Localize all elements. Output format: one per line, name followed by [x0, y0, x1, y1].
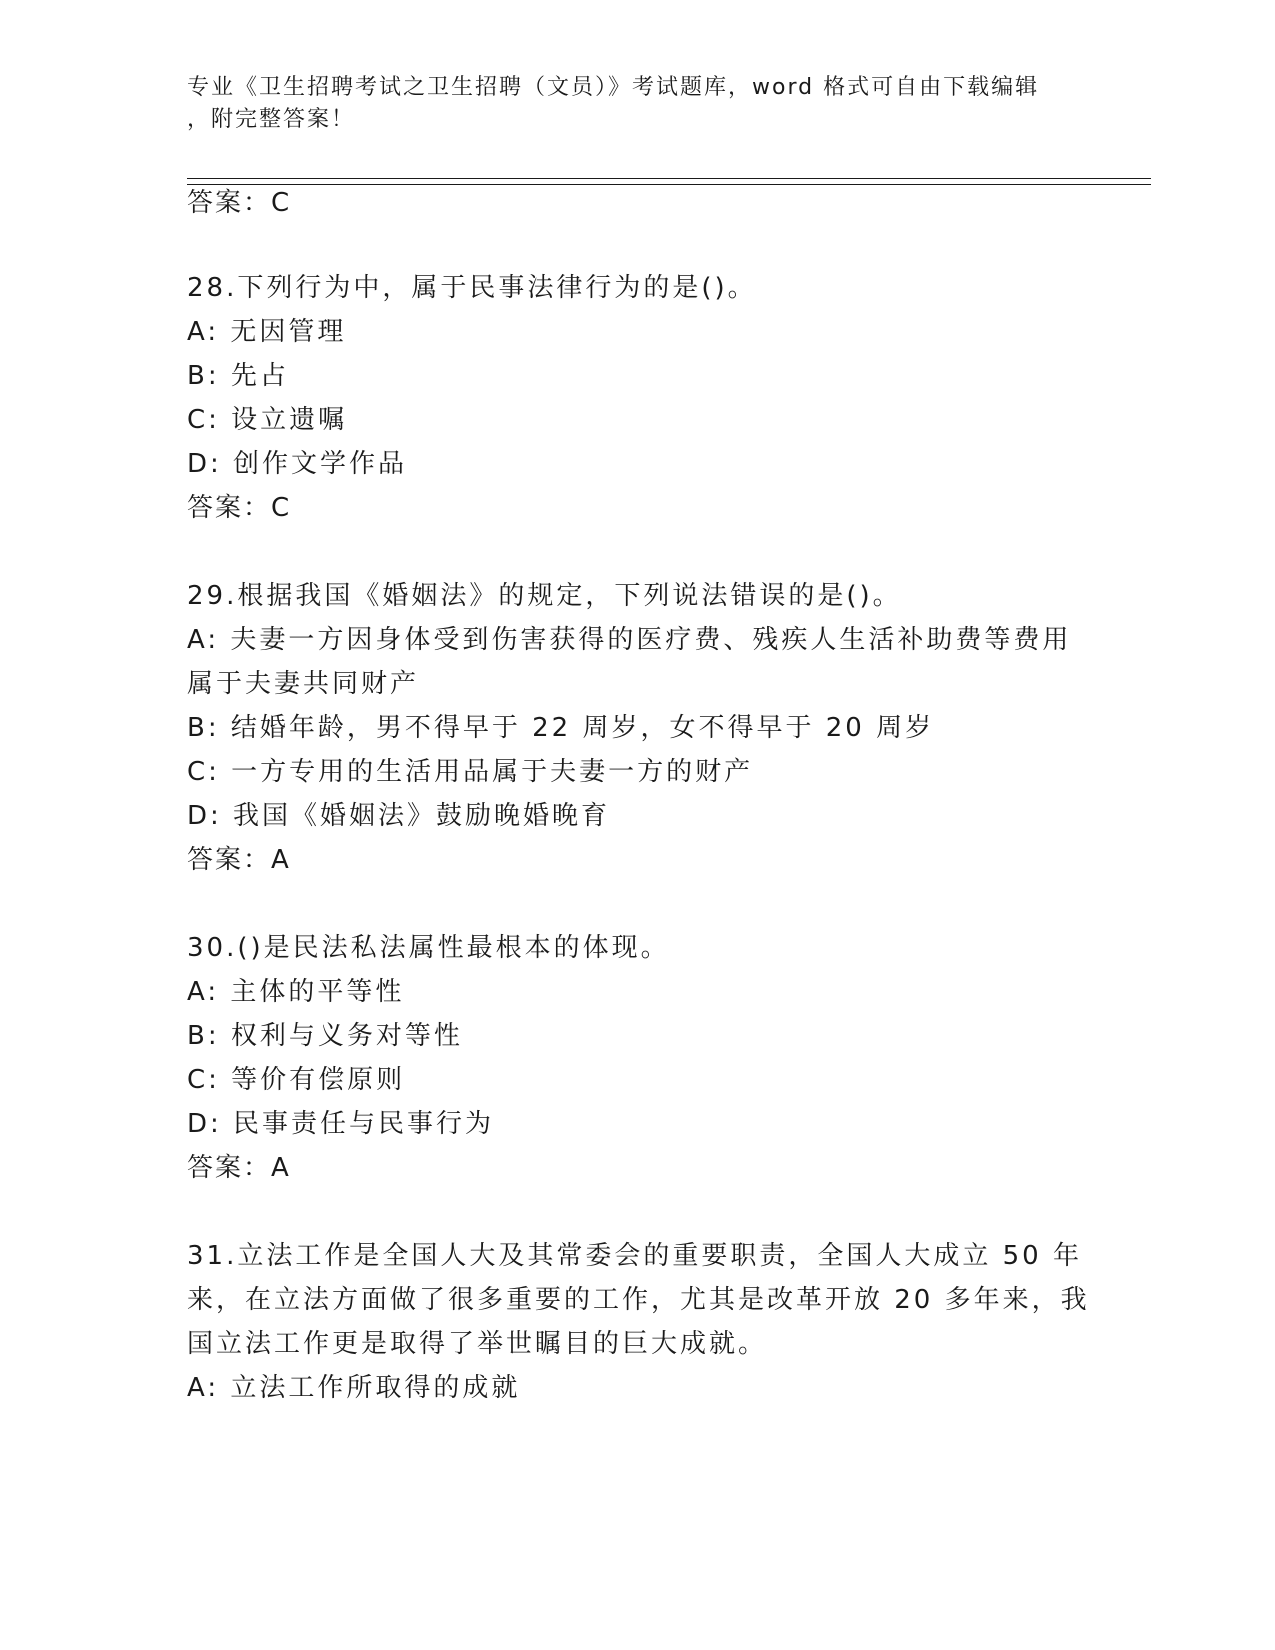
question-29-option-a: A: 夫妻一方因身体受到伤害获得的医疗费、残疾人生活补助费等费用	[187, 625, 1072, 655]
question-29-option-d: D: 我国《婚姻法》鼓励晚婚晚育	[187, 801, 611, 831]
question-31-stem-line-1: 31.立法工作是全国人大及其常委会的重要职责，全国人大成立 50 年	[187, 1241, 1082, 1271]
question-30-answer: 答案：A	[187, 1153, 291, 1183]
question-31-stem-line-3: 国立法工作更是取得了举世瞩目的巨大成就。	[187, 1329, 768, 1359]
question-30-stem: 30.()是民法私法属性最根本的体现。	[187, 933, 670, 963]
question-30-option-d: D: 民事责任与民事行为	[187, 1109, 495, 1139]
document-header	[187, 72, 1067, 136]
question-28-answer: 答案：C	[187, 493, 292, 523]
question-31-stem-line-2: 来，在立法方面做了很多重要的工作，尤其是改革开放 20 多年来，我	[187, 1285, 1090, 1315]
question-30-option-b: B: 权利与义务对等性	[187, 1021, 463, 1051]
question-29-option-c: C: 一方专用的生活用品属于夫妻一方的财产	[187, 757, 754, 787]
header-line-1: 专业《卫生招聘考试之卫生招聘（文员）》考试题库，word 格式可自由下载编辑	[187, 75, 1040, 100]
question-28-option-d: D: 创作文学作品	[187, 449, 408, 479]
question-31-option-a: A: 立法工作所取得的成就	[187, 1373, 521, 1403]
question-28-option-a: A: 无因管理	[187, 317, 347, 347]
question-29-stem: 29.根据我国《婚姻法》的规定，下列说法错误的是()。	[187, 581, 902, 611]
question-29-option-b: B: 结婚年龄，男不得早于 22 周岁，女不得早于 20 周岁	[187, 713, 935, 743]
question-30-option-c: C: 等价有偿原则	[187, 1065, 406, 1095]
question-28-stem: 28.下列行为中，属于民事法律行为的是()。	[187, 273, 757, 303]
header-divider-bottom	[187, 184, 1151, 185]
question-29-answer: 答案：A	[187, 845, 291, 875]
answer-previous: 答案：C	[187, 188, 292, 218]
question-30-option-a: A: 主体的平等性	[187, 977, 405, 1007]
header-line-2: ，附完整答案！	[187, 107, 356, 132]
question-28-option-c: C: 设立遗嘱	[187, 405, 348, 435]
question-28-option-b: B: 先占	[187, 361, 289, 391]
header-divider-top	[187, 178, 1151, 179]
question-29-option-a-cont: 属于夫妻共同财产	[187, 669, 420, 699]
